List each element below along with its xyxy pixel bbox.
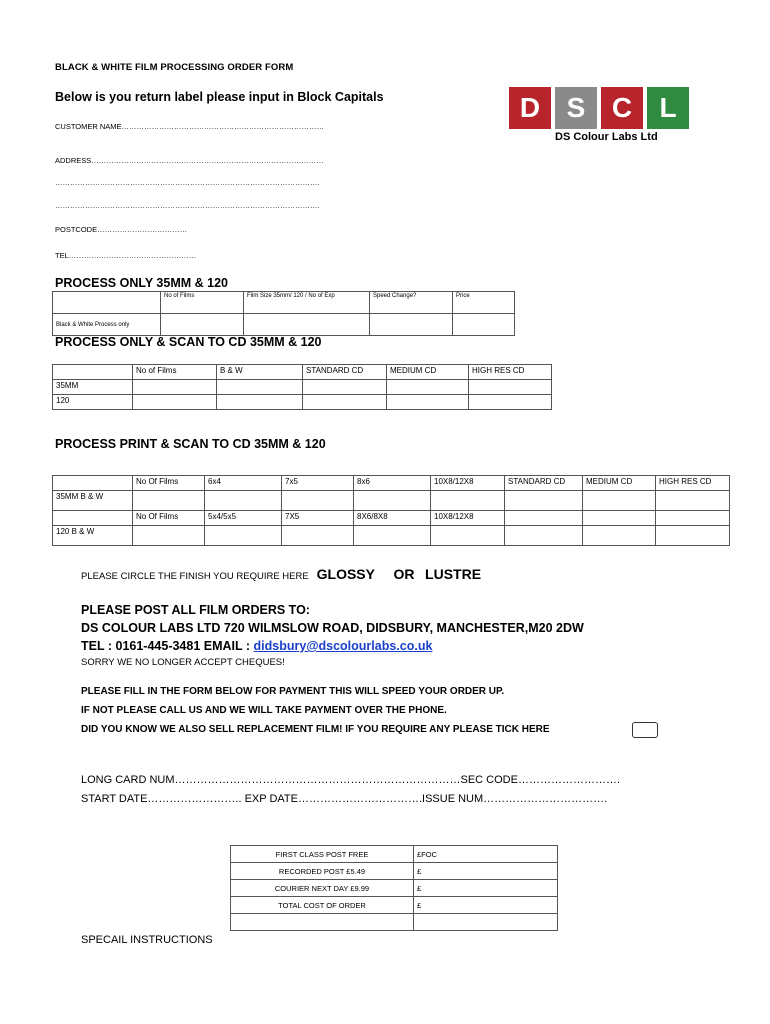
- return-label-heading: Below is you return label please input in Block Capitals: [55, 90, 384, 104]
- cost-label: [231, 914, 414, 931]
- input-cell[interactable]: [469, 395, 552, 410]
- cost-value[interactable]: £: [414, 880, 558, 897]
- customer-name-field[interactable]: CUSTOMER NAME………………………………………………………………………: [55, 122, 325, 131]
- table-header: STANDARD CD: [505, 476, 583, 491]
- input-cell[interactable]: [303, 395, 387, 410]
- card-dates-line[interactable]: START DATE…………………….. EXP DATE…………………………….ISSUE NUM…………………………….: [81, 793, 608, 805]
- input-cell[interactable]: [431, 491, 505, 511]
- section3-heading: PROCESS PRINT & SCAN TO CD 35MM & 120: [55, 437, 326, 451]
- postcode-field[interactable]: POSTCODE………………………………: [55, 225, 188, 234]
- input-cell[interactable]: [205, 491, 282, 511]
- card-number-line[interactable]: LONG CARD NUM……………………………………………………………………SEC CODE……………………….: [81, 774, 621, 786]
- row-label: 120: [53, 395, 133, 410]
- logo-letter-d: D: [509, 87, 551, 129]
- process-print-table: [52, 475, 730, 546]
- address-field[interactable]: ADDRESS…………………………………………………………………………………: [55, 156, 324, 165]
- cost-value[interactable]: £: [414, 863, 558, 880]
- special-instructions-label: SPECAIL INSTRUCTIONS: [81, 934, 213, 946]
- finish-or: OR: [393, 566, 415, 582]
- section2-heading: PROCESS ONLY & SCAN TO CD 35MM & 120: [55, 335, 322, 349]
- row-label: 120 B & W: [53, 526, 133, 546]
- table-cell: [53, 292, 161, 314]
- input-cell[interactable]: [133, 491, 205, 511]
- table-header: 10X8/12X8: [431, 511, 505, 526]
- table-cell: [583, 511, 656, 526]
- input-cell[interactable]: [583, 526, 656, 546]
- table-header: Price: [453, 292, 515, 314]
- finish-selector: [81, 566, 481, 582]
- input-cell[interactable]: [303, 380, 387, 395]
- input-cell[interactable]: [469, 380, 552, 395]
- table-cell: [505, 511, 583, 526]
- logo-letter-c: C: [601, 87, 643, 129]
- input-cell[interactable]: [583, 491, 656, 511]
- payment-line2: IF NOT PLEASE CALL US AND WE WILL TAKE PAYMENT OVER THE PHONE.: [81, 705, 447, 716]
- table-header: 8X6/8X8: [354, 511, 431, 526]
- finish-glossy-option[interactable]: GLOSSY: [316, 566, 375, 582]
- table-cell: [53, 476, 133, 491]
- input-cell[interactable]: [656, 491, 730, 511]
- table-header: MEDIUM CD: [583, 476, 656, 491]
- payment-line3: DID YOU KNOW WE ALSO SELL REPLACEMENT FILM! IF YOU REQUIRE ANY PLEASE TICK HERE: [81, 724, 550, 735]
- logo-letter-s: S: [555, 87, 597, 129]
- post-tel: TEL : 0161-445-3481 EMAIL :: [81, 639, 254, 653]
- table-header: No Of Films: [133, 511, 205, 526]
- input-cell[interactable]: [505, 526, 583, 546]
- input-cell[interactable]: [217, 395, 303, 410]
- table-header: HIGH RES CD: [656, 476, 730, 491]
- table-header: 7x5: [282, 476, 354, 491]
- input-cell[interactable]: [282, 491, 354, 511]
- row-label: 35MM B & W: [53, 491, 133, 511]
- table-header: 6x4: [205, 476, 282, 491]
- logo-letter-l: L: [647, 87, 689, 129]
- table-header: HIGH RES CD: [469, 365, 552, 380]
- input-cell[interactable]: [133, 526, 205, 546]
- cost-label: TOTAL COST OF ORDER: [231, 897, 414, 914]
- input-cell[interactable]: [505, 491, 583, 511]
- input-cell[interactable]: [431, 526, 505, 546]
- input-cell[interactable]: [354, 526, 431, 546]
- input-cell[interactable]: [133, 395, 217, 410]
- logo-company-name: DS Colour Labs Ltd: [555, 131, 658, 143]
- table-header: No of Films: [133, 365, 217, 380]
- input-cell[interactable]: [387, 380, 469, 395]
- process-scan-table: [52, 364, 552, 410]
- process-only-table: [52, 291, 515, 336]
- table-header: 7X5: [282, 511, 354, 526]
- cost-value[interactable]: £: [414, 897, 558, 914]
- cost-label: RECORDED POST £5.49: [231, 863, 414, 880]
- post-address: DS COLOUR LABS LTD 720 WILMSLOW ROAD, DIDSBURY, MANCHESTER,M20 2DW: [81, 621, 584, 635]
- post-contact: [81, 639, 432, 653]
- cost-value[interactable]: [414, 914, 558, 931]
- row-label: 35MM: [53, 380, 133, 395]
- input-cell[interactable]: [354, 491, 431, 511]
- no-cheques-note: SORRY WE NO LONGER ACCEPT CHEQUES!: [81, 657, 285, 668]
- dscl-logo: [509, 87, 699, 143]
- address-line3-field[interactable]: …………………………………………………………………………………………….: [55, 201, 320, 210]
- table-header: 10X8/12X8: [431, 476, 505, 491]
- table-cell: [53, 365, 133, 380]
- finish-lustre-option[interactable]: LUSTRE: [425, 566, 482, 582]
- cost-value[interactable]: £FOC: [414, 846, 558, 863]
- finish-prompt: PLEASE CIRCLE THE FINISH YOU REQUIRE HERE: [81, 571, 309, 582]
- input-cell[interactable]: [133, 380, 217, 395]
- input-cell[interactable]: [205, 526, 282, 546]
- email-link[interactable]: didsbury@dscolourlabs.co.uk: [253, 639, 433, 653]
- table-cell: [53, 511, 133, 526]
- post-heading: PLEASE POST ALL FILM ORDERS TO:: [81, 603, 310, 617]
- input-cell[interactable]: [656, 526, 730, 546]
- table-header: 5x4/5x5: [205, 511, 282, 526]
- form-title: BLACK & WHITE FILM PROCESSING ORDER FORM: [55, 62, 294, 73]
- cost-label: COURIER NEXT DAY £9.99: [231, 880, 414, 897]
- table-header: No of Films: [161, 292, 244, 314]
- table-header: MEDIUM CD: [387, 365, 469, 380]
- cost-label: FIRST CLASS POST FREE: [231, 846, 414, 863]
- replacement-film-checkbox[interactable]: [632, 722, 658, 738]
- table-header: STANDARD CD: [303, 365, 387, 380]
- input-cell[interactable]: [453, 314, 515, 336]
- input-cell[interactable]: [244, 314, 370, 336]
- input-cell[interactable]: [387, 395, 469, 410]
- table-header: B & W: [217, 365, 303, 380]
- row-label: Black & White Process only: [53, 314, 161, 336]
- input-cell[interactable]: [161, 314, 244, 336]
- table-header: Speed Change?: [370, 292, 453, 314]
- table-header: Film Size 35mm/ 120 / No of Exp: [244, 292, 370, 314]
- section1-heading: PROCESS ONLY 35MM & 120: [55, 276, 228, 290]
- table-header: No Of Films: [133, 476, 205, 491]
- tel-field[interactable]: TEL……………………………………………: [55, 251, 197, 260]
- input-cell[interactable]: [217, 380, 303, 395]
- table-header: 8x6: [354, 476, 431, 491]
- address-line2-field[interactable]: …………………………………………………………………………………………….: [55, 178, 320, 187]
- cost-table: [230, 845, 558, 931]
- payment-line1: PLEASE FILL IN THE FORM BELOW FOR PAYMENT THIS WILL SPEED YOUR ORDER UP.: [81, 686, 505, 697]
- table-cell: [656, 511, 730, 526]
- input-cell[interactable]: [282, 526, 354, 546]
- input-cell[interactable]: [370, 314, 453, 336]
